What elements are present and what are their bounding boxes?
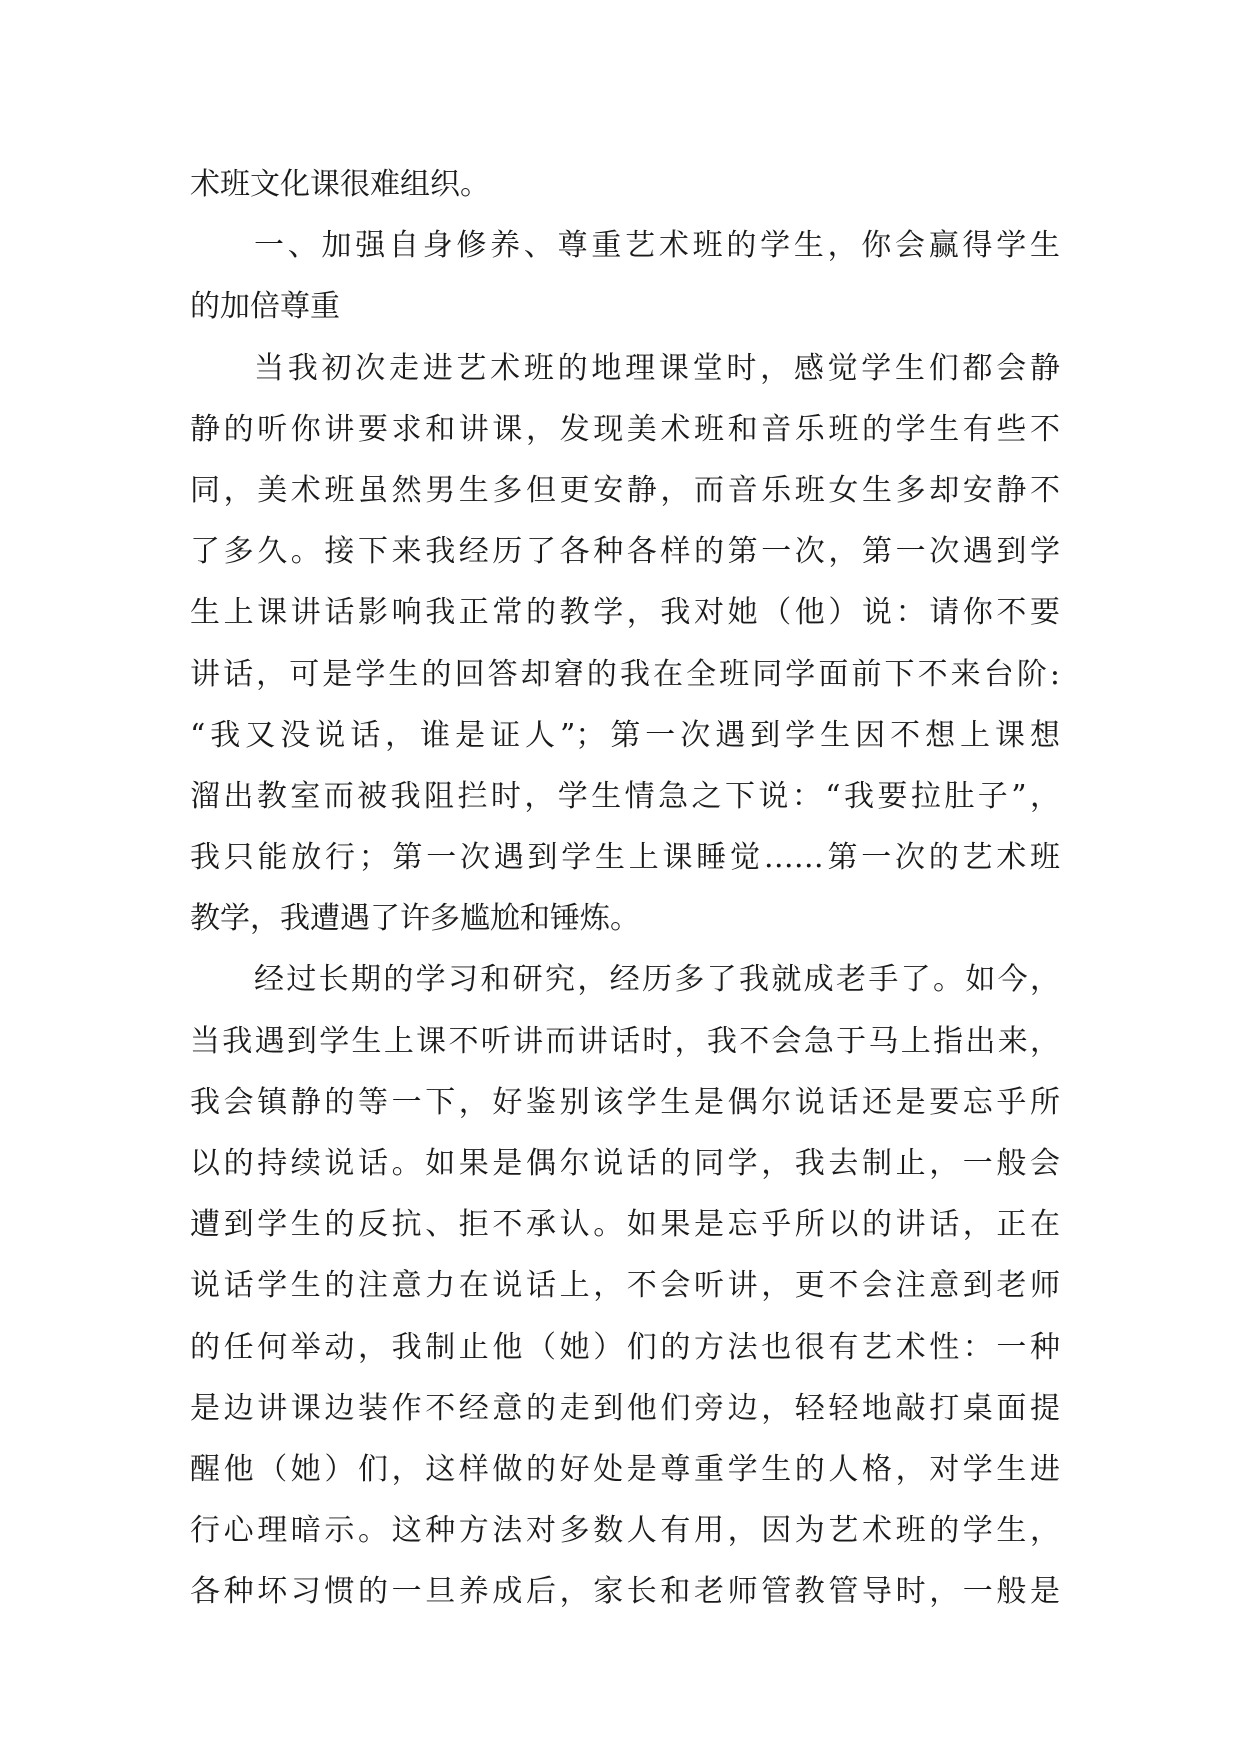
text-line: 了多久。接下来我经历了各种各样的第一次，第一次遇到学 (190, 534, 1060, 570)
text-line: 各种坏习惯的一旦养成后，家长和老师管教管导时，一般是 (190, 1574, 1060, 1610)
text-line: 经过长期的学习和研究，经历多了我就成老手了。如今， (254, 962, 1060, 998)
text-line: 一、加强自身修养、尊重艺术班的学生，你会赢得学生 (254, 228, 1060, 264)
text-line: 溜出教室而被我阻拦时，学生情急之下说：“我要拉肚子”， (190, 778, 1060, 814)
text-line: 当我初次走进艺术班的地理课堂时，感觉学生们都会静 (254, 350, 1060, 386)
text-line: 术班文化课很难组织。 (190, 167, 490, 202)
text-line: 醒他（她）们，这样做的好处是尊重学生的人格，对学生进 (190, 1451, 1060, 1487)
text-line: 说话学生的注意力在说话上，不会听讲，更不会注意到老师 (190, 1268, 1060, 1304)
text-line: 的任何举动，我制止他（她）们的方法也很有艺术性：一种 (190, 1329, 1060, 1365)
text-line: 当我遇到学生上课不听讲而讲话时，我不会急于马上指出来， (190, 1023, 1060, 1059)
text-line: 讲话，可是学生的回答却窘的我在全班同学面前下不来台阶: (190, 656, 1060, 692)
text-line: “我又没说话，谁是证人”；第一次遇到学生因不想上课想 (190, 717, 1060, 753)
text-line: 是边讲课边装作不经意的走到他们旁边，轻轻地敲打桌面提 (190, 1390, 1060, 1426)
text-line: 我只能放行；第一次遇到学生上课睡觉……第一次的艺术班 (190, 840, 1060, 876)
text-line: 教学，我遭遇了许多尴尬和锤炼。 (190, 901, 640, 937)
text-line: 行心理暗示。这种方法对多数人有用，因为艺术班的学生， (190, 1513, 1060, 1549)
text-line: 同，美术班虽然男生多但更安静，而音乐班女生多却安静不 (190, 472, 1060, 508)
text-line: 静的听你讲要求和讲课，发现美术班和音乐班的学生有些不 (190, 411, 1060, 447)
body-text (190, 154, 1060, 1623)
text-line: 以的持续说话。如果是偶尔说话的同学，我去制止，一般会 (190, 1146, 1060, 1181)
text-line: 我会镇静的等一下，好鉴别该学生是偶尔说话还是要忘乎所 (190, 1084, 1060, 1120)
text-line: 的加倍尊重 (190, 289, 340, 325)
text-line: 遭到学生的反抗、拒不承认。如果是忘乎所以的讲话，正在 (190, 1207, 1060, 1243)
text-line: 生上课讲话影响我正常的教学，我对她（他）说：请你不要 (190, 595, 1060, 631)
